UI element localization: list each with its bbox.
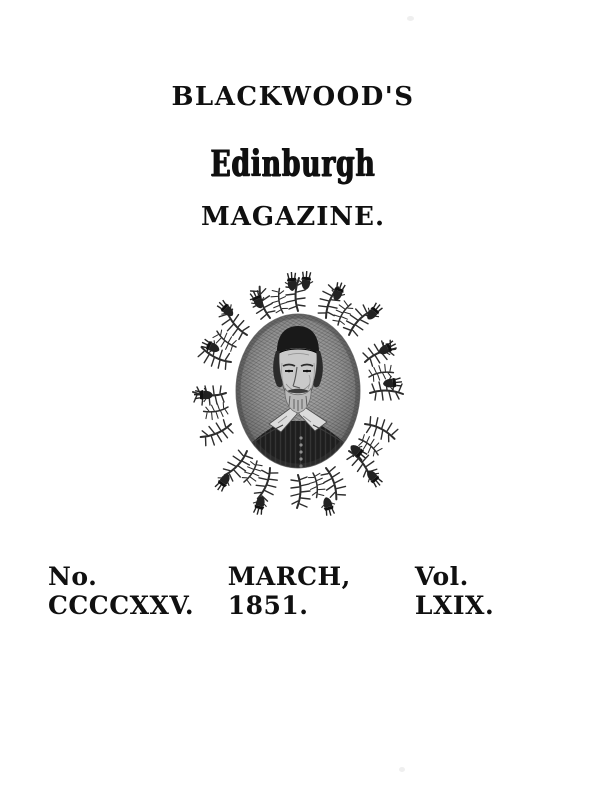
portrait-medallion [183,271,413,521]
edinburgh-blackletter-title: Edinburgh [210,142,376,186]
issue-volume: Vol. LXIX. [414,562,495,620]
publisher-title: BLACKWOOD'S [171,82,415,112]
portrait-medallion-thistle-wreath-engraving-icon [183,271,413,521]
magazine-title: MAGAZINE. [200,202,386,232]
issue-info-line [48,562,540,620]
portrait-oval [227,311,369,521]
issue-number: No. CCCCXXV. [48,562,195,620]
paper-speck [399,767,405,772]
paper-speck [407,16,414,21]
issue-date: MARCH, 1851. [227,562,351,620]
